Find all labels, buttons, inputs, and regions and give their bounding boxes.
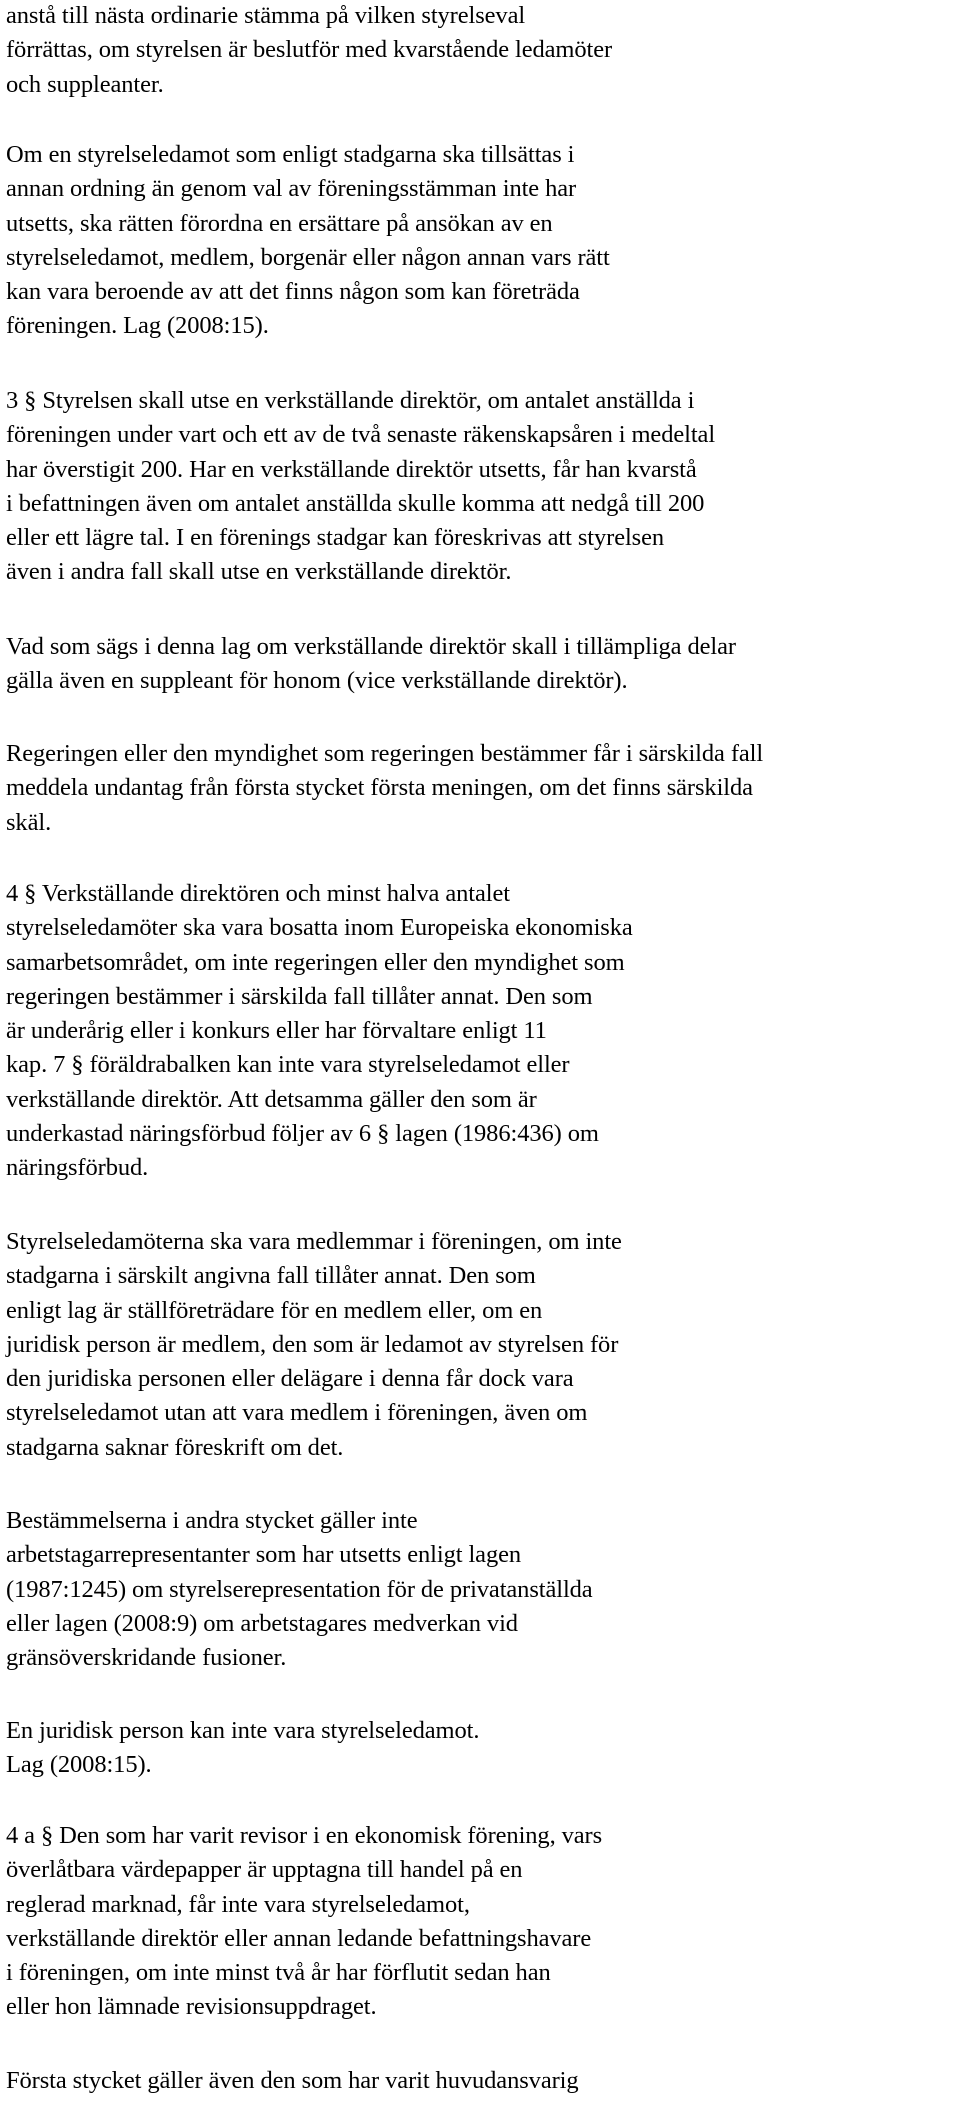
text-line: överlåtbara värdepapper är upptagna till handel på en (6, 1856, 523, 1884)
text-line: Lag (2008:15). (6, 1751, 152, 1779)
paragraph-11 (6, 2064, 579, 2098)
text-line: i föreningen, om inte minst två år har förflutit sedan han (6, 1959, 551, 1987)
text-line: även i andra fall skall utse en verkställande direktör. (6, 558, 512, 586)
text-line: Första stycket gäller även den som har varit huvudansvarig (6, 2067, 579, 2094)
text-line: kan vara beroende av att det finns någon som kan företräda (6, 278, 580, 306)
text-line: Vad som sägs i denna lag om verkställande direktör skall i tillämpliga delar (6, 633, 736, 660)
text-line: eller lagen (2008:9) om arbetstagares medverkan vid (6, 1609, 518, 1637)
paragraph-section-4 (6, 877, 633, 1186)
text-line: förrättas, om styrelsen är beslutför med kvarstående ledamöter (6, 36, 613, 64)
text-line: utsetts, ska rätten förordna en ersättare på ansökan av en (6, 209, 553, 237)
text-line: föreningen. Lag (2008:15). (6, 312, 269, 340)
text-line: stadgarna saknar föreskrift om det. (6, 1433, 344, 1461)
text-line: regeringen bestämmer i särskilda fall tillåter annat. Den som (6, 982, 593, 1010)
paragraph-8 (6, 1504, 593, 1675)
text-line: den juridiska personen eller delägare i denna får dock vara (6, 1365, 574, 1393)
text-line: har överstigit 200. Har en verkställande direktör utsetts, får han kvarstå (6, 455, 697, 483)
text-line: enligt lag är ställföreträdare för en medlem eller, om en (6, 1296, 543, 1324)
text-line: och suppleanter. (6, 70, 164, 98)
text-line: (1987:1245) om styrelserepresentation för de privatanställda (6, 1575, 593, 1603)
text-line: En juridisk person kan inte vara styrelseledamot. (6, 1717, 480, 1744)
text-line: verkställande direktör eller annan ledande befattningshavare (6, 1924, 592, 1952)
text-line: näringsförbud. (6, 1154, 149, 1182)
text-line: styrelseledamöter ska vara bosatta inom Europeiska ekonomiska (6, 914, 633, 942)
paragraph-section-4a (6, 1819, 602, 2025)
text-line: kap. 7 § föräldrabalken kan inte vara styrelseledamot eller (6, 1051, 570, 1079)
text-line: anstå till nästa ordinarie stämma på vilken styrelseval (6, 2, 526, 29)
text-line: föreningen under vart och ett av de två senaste räkenskapsåren i medeltal (6, 421, 716, 449)
text-line: Bestämmelserna i andra stycket gäller inte (6, 1507, 418, 1534)
paragraph-9 (6, 1714, 479, 1783)
text-line: Om en styrelseledamot som enligt stadgarna ska tillsättas i (6, 141, 575, 168)
text-line: styrelseledamot, medlem, borgenär eller någon annan vars rätt (6, 243, 610, 271)
text-line: i befattningen även om antalet anställda skulle komma att nedgå till 200 (6, 489, 705, 517)
text-line: verkställande direktör. Att detsamma gäller den som är (6, 1085, 537, 1113)
text-line: skäl. (6, 808, 52, 836)
text-line: reglerad marknad, får inte vara styrelseledamot, (6, 1890, 470, 1918)
text-line: arbetstagarrepresentanter som har utsetts enligt lagen (6, 1541, 522, 1569)
text-line: meddela undantag från första stycket första meningen, om det finns särskilda (6, 774, 753, 802)
text-line: underkastad näringsförbud följer av 6 § lagen (1986:436) om (6, 1120, 599, 1148)
paragraph-1 (6, 0, 612, 102)
text-line: juridisk person är medlem, den som är ledamot av styrelsen för (6, 1330, 619, 1358)
paragraph-4 (6, 630, 736, 699)
text-line: Styrelseledamöterna ska vara medlemmar i föreningen, om inte (6, 1228, 622, 1255)
text-line: gälla även en suppleant för honom (vice verkställande direktör). (6, 667, 628, 695)
paragraph-7 (6, 1225, 622, 1465)
text-line: gränsöverskridande fusioner. (6, 1644, 287, 1672)
text-line: 4 a § Den som har varit revisor i en ekonomisk förening, vars (6, 1822, 603, 1849)
text-line: annan ordning än genom val av föreningsstämman inte har (6, 175, 577, 203)
text-line: stadgarna i särskilt angivna fall tillåter annat. Den som (6, 1262, 536, 1290)
text-line: är underårig eller i konkurs eller har förvaltare enligt 11 (6, 1017, 547, 1045)
text-line: 3 § Styrelsen skall utse en verkställande direktör, om antalet anställda i (6, 387, 695, 414)
text-line: eller hon lämnade revisionsuppdraget. (6, 1993, 377, 2021)
text-line: 4 § Verkställande direktören och minst halva antalet (6, 880, 510, 907)
text-line: styrelseledamot utan att vara medlem i föreningen, även om (6, 1399, 588, 1427)
paragraph-2 (6, 138, 610, 344)
paragraph-5 (6, 737, 763, 840)
text-line: samarbetsområdet, om inte regeringen eller den myndighet som (6, 948, 625, 976)
text-line: eller ett lägre tal. I en förenings stadgar kan föreskrivas att styrelsen (6, 524, 665, 552)
text-line: Regeringen eller den myndighet som regeringen bestämmer får i särskilda fall (6, 740, 764, 767)
paragraph-section-3 (6, 384, 715, 590)
